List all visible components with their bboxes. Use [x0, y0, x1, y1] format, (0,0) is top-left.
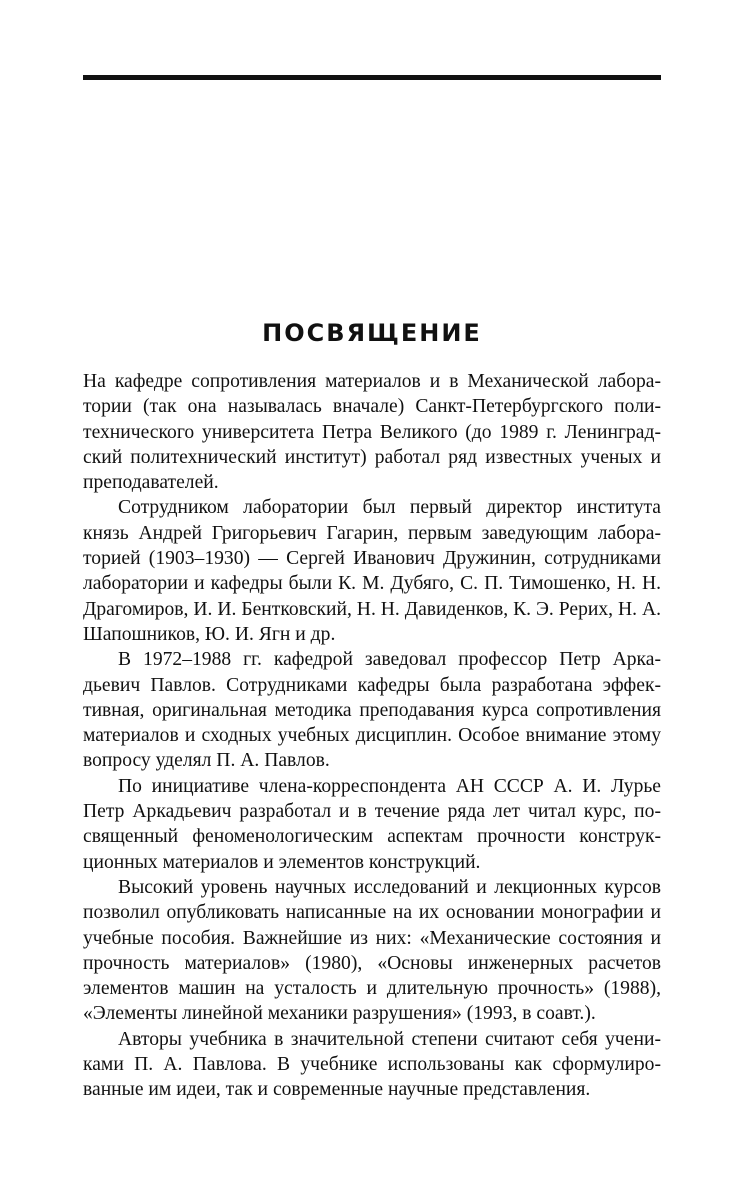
top-rule: [83, 75, 661, 80]
paragraph: Высокий уровень научных исследований и лекционных курсов позволил опубликовать написанные на их основании монографии и учебные пособия. Важнейшие из них: «Механические состояния и прочность материалов» (1980), «Основы инженерных расчетов элементов машин на усталость и длительную прочность» (1988), «Элементы линейной механики разрушения» (1993, в соавт.).: [83, 876, 661, 1025]
paragraph: Сотрудником лаборатории был первый директор института князь Андрей Григорьевич Гагарин, первым заведующим лабораторией (1903–1930) — Сергей Иванович Дружинин, сотрудниками лаборатории и кафедры были К. М. Дубяго, С. П. Тимошенко, Н. Н. Драгомиров, И. И. Бентковский, Н. Н. Давиденков, К. Э. Рерих, Н. А. Шапошников, Ю. И. Ягн и др.: [83, 497, 661, 645]
paragraph: На кафедре сопротивления материалов и в Механической лаборатории (так она называлась вначале) Санкт-Петербургского политехнического университета Петра Великого (до 1989 г. Ленинградский политехнический институт) работал ряд известных ученых и преподавателей.: [83, 371, 661, 494]
dedication-text: [83, 369, 661, 1103]
paragraph: По инициативе члена-корреспондента АН СССР А. И. Лурье Петр Аркадьевич разработал и в течение ряда лет читал курс, посвященный феноменологическим аспектам прочности конструкционных материалов и элементов конструкций.: [83, 775, 661, 873]
paragraph: Авторы учебника в значительной степени считают себя учениками П. А. Павлова. В учебнике использованы как сформулированные им идеи, так и современные научные представления.: [83, 1028, 661, 1101]
page-title: ПОСВЯЩЕНИЕ: [262, 319, 482, 347]
paragraph: В 1972–1988 гг. кафедрой заведовал профессор Петр Аркадьевич Павлов. Сотрудниками кафедры была разработана эффективная, оригинальная методика преподавания курса сопротивления материалов и сходных учебных дисциплин. Особое внимание этому вопросу уделял П. А. Павлов.: [83, 649, 661, 772]
